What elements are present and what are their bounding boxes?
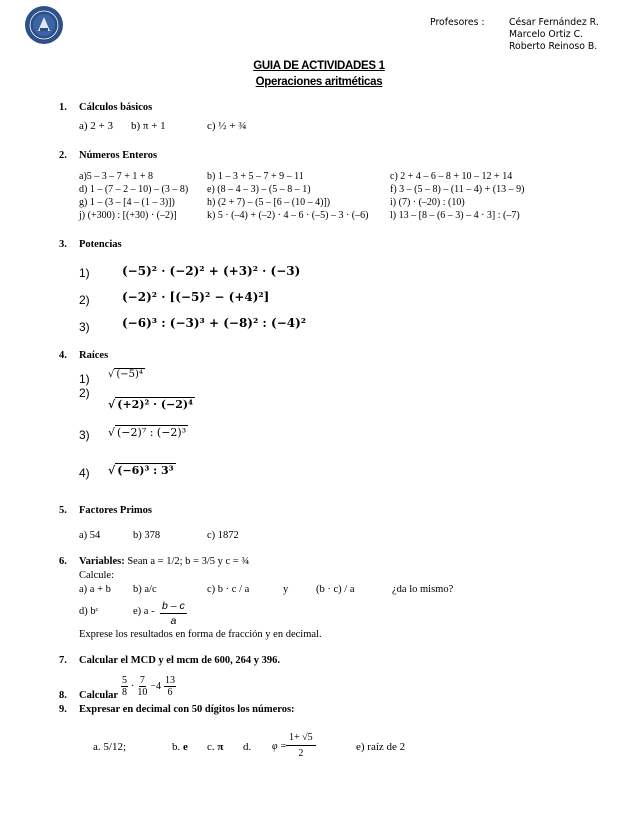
operator-dot: · bbox=[131, 681, 135, 692]
exercise-question: ¿da lo mismo? bbox=[392, 584, 454, 595]
fraction-denominator: a bbox=[170, 615, 177, 627]
exercise-item: d. bbox=[243, 741, 252, 753]
exercise-item: e) (8 – 4 – 3) – (5 – 8 – 1) bbox=[207, 184, 311, 195]
root-expression: √ (−6)³ : 3³ bbox=[108, 464, 174, 477]
variables-definition: Sean a = 1/2; b = 3/5 y c = ¾ bbox=[127, 556, 250, 567]
section-number: 3. bbox=[59, 239, 67, 250]
page-title: GUIA DE ACTIVIDADES 1 bbox=[253, 60, 385, 72]
section-number: 7. bbox=[59, 655, 67, 666]
exercise-item: a)5 – 3 – 7 + 1 + 8 bbox=[79, 171, 154, 182]
exercise-item: c) b · c / a bbox=[207, 584, 250, 595]
fraction-denominator: 6 bbox=[167, 687, 173, 698]
variables-intro bbox=[79, 556, 249, 567]
minus-term: −4 bbox=[150, 681, 161, 692]
exercise-item: g) 1 – (3 – [4 – (1 – 3)]) bbox=[79, 197, 175, 208]
root-radicand: (−2)⁷ : (−2)³ bbox=[117, 426, 187, 439]
root-radicand: (−5)⁴ bbox=[116, 369, 143, 380]
exercise-item: a. 5/12; bbox=[93, 741, 126, 753]
exercise-item: c) ½ + ¾ bbox=[207, 120, 247, 132]
professor-name: Roberto Reinoso B. bbox=[509, 41, 598, 52]
exercise-label: 1) bbox=[79, 266, 90, 280]
fraction bbox=[121, 675, 128, 698]
exercise-item: i) (7) · (–20) : (10) bbox=[390, 197, 465, 208]
exercise-item: j) (+300) : [(+30) · (–2)] bbox=[79, 210, 177, 221]
section-number: 6. bbox=[59, 556, 67, 567]
exercise-label: 2) bbox=[79, 386, 90, 400]
section-number: 4. bbox=[59, 350, 67, 361]
exercise-item: b) π + 1 bbox=[131, 120, 166, 132]
root-expression: √ (−2)⁷ : (−2)³ bbox=[108, 426, 187, 439]
exercise-connector: y bbox=[283, 584, 289, 595]
exercise-item: c) 2 + 4 – 6 – 8 + 10 – 12 + 14 bbox=[390, 171, 513, 182]
fraction-denominator: 10 bbox=[137, 687, 148, 698]
professor-name: César Fernández R. bbox=[509, 17, 599, 28]
exercise-label: 1) bbox=[79, 372, 90, 386]
exercise-item: (b · c) / a bbox=[316, 584, 355, 595]
fraction-b-minus-c-over-a bbox=[160, 599, 187, 628]
exercise-item bbox=[207, 741, 223, 753]
section-number: 1. bbox=[59, 102, 67, 113]
professor-name: Marcelo Ortiz C. bbox=[509, 29, 584, 40]
calc-label: Calcule: bbox=[79, 570, 114, 581]
fraction bbox=[137, 675, 147, 698]
section-heading: Calcular bbox=[79, 690, 119, 701]
exercise-item: h) (2 + 7) – (5 – [6 – (10 – 4)]) bbox=[207, 197, 331, 208]
fraction-numerator: 1+ √5 bbox=[286, 730, 316, 746]
section-heading: Expresar en decimal con 50 dígitos los números: bbox=[79, 704, 295, 715]
root-radicand: (−6)³ : 3³ bbox=[117, 464, 174, 477]
fraction-numerator: 5 bbox=[122, 675, 127, 686]
page-subtitle: Operaciones aritméticas bbox=[255, 76, 383, 88]
exercise-item: l) 13 – [8 – (6 – 3) – 4 · 3] : (–7) bbox=[390, 210, 520, 221]
golden-ratio-fraction bbox=[286, 730, 316, 761]
section-number: 2. bbox=[59, 150, 67, 161]
item-value: e bbox=[183, 741, 188, 753]
root-radicand: (+2)² · (−2)⁴ bbox=[117, 398, 193, 411]
exercise-item: e) raíz de 2 bbox=[356, 741, 406, 753]
exercise-item: a) 54 bbox=[79, 530, 101, 541]
power-expression: (−5)² · (−2)² + (+3)² · (−3) bbox=[122, 264, 301, 278]
phi-label: φ = bbox=[272, 741, 287, 752]
exercise-item bbox=[172, 741, 188, 753]
professors-label: Profesores : bbox=[430, 17, 485, 28]
section-heading: Cálculos básicos bbox=[79, 102, 153, 113]
exercise-item: a) 2 + 3 bbox=[79, 120, 113, 132]
integers-col-2 bbox=[207, 170, 368, 222]
exercise-note: Exprese los resultados en forma de fracción y en decimal. bbox=[79, 629, 322, 640]
university-seal-logo bbox=[22, 4, 66, 46]
exercise-label: 3) bbox=[79, 428, 90, 442]
power-expression: (−6)³ : (−3)³ + (−8)² : (−4)² bbox=[122, 316, 307, 330]
fraction-denominator: 2 bbox=[298, 748, 304, 759]
power-expression: (−2)² · [(−5)² − (+4)²] bbox=[122, 290, 270, 304]
exercise-label: 2) bbox=[79, 293, 90, 307]
fraction bbox=[164, 675, 176, 698]
exercise-item: k) 5 · (–4) + (–2) · 4 – 6 · (–5) – 3 · (–6) bbox=[207, 210, 369, 221]
exercise-label: 4) bbox=[79, 466, 90, 480]
fraction-numerator: 7 bbox=[139, 675, 145, 686]
exercise-item: b) 378 bbox=[133, 530, 161, 541]
professors-list bbox=[509, 17, 599, 53]
exercise-item: e) a - bbox=[133, 606, 155, 617]
exercise-item: c) 1872 bbox=[207, 530, 239, 541]
section-heading: Raíces bbox=[79, 350, 109, 361]
fraction-numerator: b – c bbox=[162, 600, 185, 612]
exercise-label: 3) bbox=[79, 320, 90, 334]
root-expression: √ (+2)² · (−2)⁴ bbox=[108, 398, 193, 411]
fraction-numerator: 13 bbox=[164, 675, 175, 686]
section-heading: Variables: bbox=[79, 556, 125, 567]
item-label: c. bbox=[207, 741, 215, 753]
section-number: 5. bbox=[59, 505, 67, 516]
fraction-expression bbox=[120, 675, 177, 698]
section-heading: Números Enteros bbox=[79, 150, 158, 161]
section-number: 9. bbox=[59, 704, 67, 715]
exercise-item: a) a + b bbox=[79, 584, 111, 595]
exercise-item: f) 3 – (5 – 8) – (11 – 4) + (13 – 9) bbox=[390, 184, 525, 195]
integers-col-3 bbox=[390, 170, 524, 222]
integers-col-1 bbox=[79, 170, 188, 222]
item-value: π bbox=[217, 741, 224, 753]
exercise-item: b) a/c bbox=[133, 584, 157, 595]
exercise-item: d) 1 – (7 – 2 – 10) – (3 – 8) bbox=[79, 184, 189, 195]
exercise-item: b) 1 – 3 + 5 – 7 + 9 – 11 bbox=[207, 171, 304, 182]
section-number: 8. bbox=[59, 690, 67, 701]
root-expression: √ (−5)⁴ bbox=[108, 369, 143, 380]
fraction-denominator: 8 bbox=[122, 687, 127, 698]
exercise-item: d) bᶜ bbox=[79, 606, 99, 617]
item-label: b. bbox=[172, 741, 181, 753]
section-heading: Factores Primos bbox=[79, 505, 152, 516]
section-heading: Calcular el MCD y el mcm de 600, 264 y 396. bbox=[79, 655, 281, 666]
section-heading: Potencias bbox=[79, 239, 122, 250]
